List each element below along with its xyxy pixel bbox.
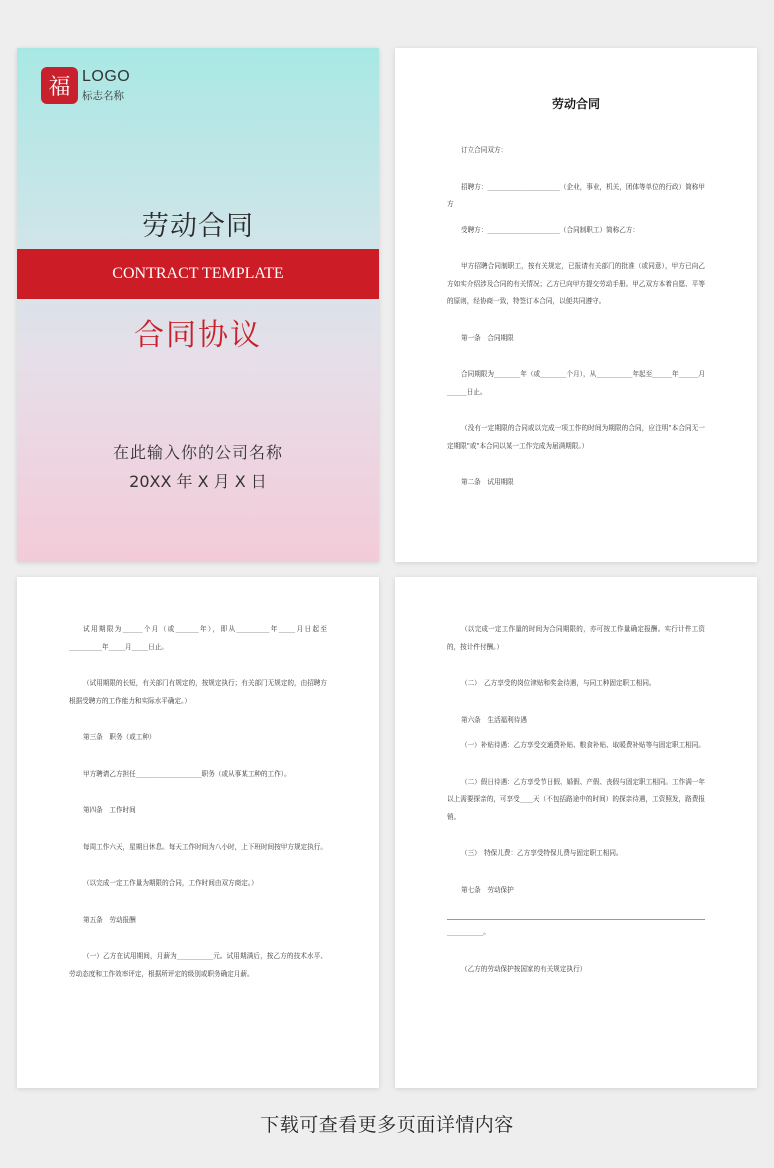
section-heading: 第五条 劳动报酬 xyxy=(83,915,136,924)
document-page-4 xyxy=(395,577,757,1088)
cover-page xyxy=(17,48,379,562)
paragraph: （二）假日待遇：乙方享受节日假、婚假、产假、丧假与固定职工相同。工作满一年以上需要探亲的，可享受____天（不包括路途中的时间）的探亲待遇，工资照发，路费报销。 xyxy=(447,777,705,821)
logo-subtitle: 标志名称 xyxy=(82,90,124,102)
section-heading: 第三条 职务（或工种） xyxy=(83,733,156,741)
cover-title: 劳动合同 xyxy=(142,211,254,242)
logo-icon: 福 xyxy=(41,67,78,104)
paragraph: ___________。 xyxy=(447,928,490,936)
cover-subtitle: 合同协议 xyxy=(134,318,262,353)
section-heading: 第七条 劳动保护 xyxy=(461,885,514,894)
paragraph: 合同期限为________年（或________个月），从___________年起至______年______月______日止。 xyxy=(447,370,705,396)
document-page-2 xyxy=(395,48,757,562)
paragraph: 甲方招聘合同制职工，按有关规定，已报请有关部门的批准（或同意），甲方已向乙方如实介绍涉及合同的有关情况；乙方已向甲方提交劳动手册。甲乙双方本着自愿、平等的原则，经协商一致，特签订本合同，以便共同遵守。 xyxy=(447,262,705,305)
paragraph: 招聘方：______________________（企业，事业，机关，团体等单位的行政）简称甲方 xyxy=(447,182,705,208)
download-caption: 下载可查看更多页面详情内容 xyxy=(260,1114,514,1136)
section-heading: 第四条 工作时间 xyxy=(83,806,136,814)
paragraph: （三） 特保儿费：乙方享受特保儿费与固定职工相同。 xyxy=(461,849,623,857)
logo-text: LOGO xyxy=(82,68,131,85)
paragraph: 订立合同双方： xyxy=(461,146,508,154)
paragraph: （以完成一定工作量为期限的合同，工作时间由双方商定。） xyxy=(83,879,258,887)
blank-line xyxy=(447,918,705,920)
paragraph: （试用期限的长短，有关部门有规定的，按规定执行；有关部门无规定的，由招聘方根据受聘方的工作能力和实际水平确定。） xyxy=(69,679,327,705)
paragraph: 受聘方：______________________（合同制职工）简称乙方： xyxy=(461,225,640,234)
section-heading: 第六条 生活福利待遇 xyxy=(461,715,527,724)
paragraph: （乙方的劳动保护按国家的有关规定执行） xyxy=(461,964,587,973)
document-page-3 xyxy=(17,577,379,1088)
cover-date: 20XX 年 X 月 X 日 xyxy=(129,472,267,491)
paragraph: 每周工作六天，星期日休息。每天工作时间为八小时，上下班时间按甲方规定执行。 xyxy=(83,842,327,851)
paragraph: （以完成一定工作量的时间为合同期限的，亦可按工作量确定报酬。实行计件工资的，按计件付酬。） xyxy=(447,625,705,651)
paragraph: （二） 乙方享受的岗位津贴和奖金待遇，与同工种固定职工相同。 xyxy=(461,679,656,687)
paragraph: （没有一定期限的合同或以完成一项工作的时间为期限的合同，应注明"本合同无一定期限"或"本合同以某一工作完成为届满期限。） xyxy=(447,424,705,450)
paragraph: （一）补贴待遇：乙方享受交通费补贴、粮食补贴、取暖费补贴等与固定职工相同。 xyxy=(461,741,705,749)
company-name: 在此输入你的公司名称 xyxy=(112,443,283,462)
paragraph: （一）乙方在试用期间，月薪为___________元。试用期满后，按乙方的技术水平、劳动态度和工作效率评定，根据所评定的级别或职务确定月薪。 xyxy=(69,952,327,978)
section-heading: 第一条 合同期限 xyxy=(461,333,514,342)
cover-band: CONTRACT TEMPLATE xyxy=(17,249,379,299)
paragraph: 试用期限为______个月（或_______年），即从__________年_____月日起至__________年_____月_____日止。 xyxy=(69,625,327,651)
paragraph: 甲方聘请乙方担任____________________职务（或从事某工种的工作）。 xyxy=(83,769,291,778)
document-title: 劳动合同 xyxy=(551,97,600,111)
section-heading: 第二条 试用期限 xyxy=(461,478,514,486)
